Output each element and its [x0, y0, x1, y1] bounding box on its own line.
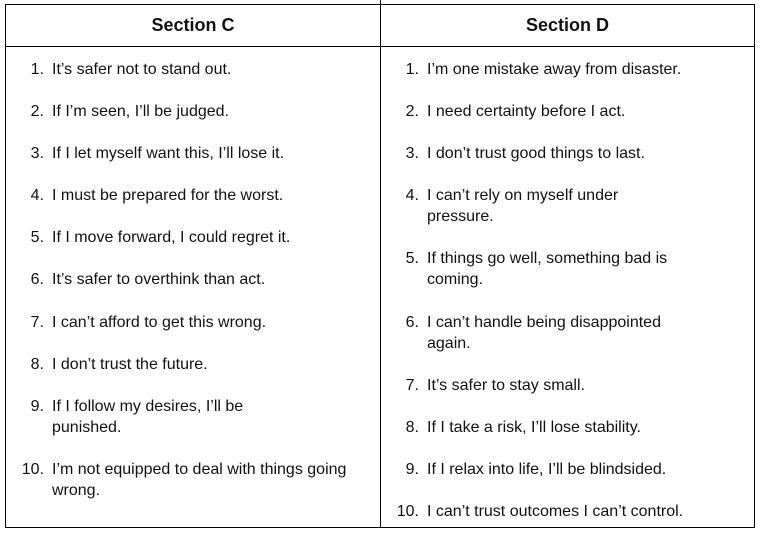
item-text: If things go well, something bad is coming. — [427, 250, 668, 288]
item-number: 10. — [21, 461, 44, 478]
section-c-header: Section C — [151, 15, 235, 35]
list-item — [389, 143, 737, 164]
item-text: It’s safer not to stand out. — [52, 61, 232, 78]
item-number: 6. — [30, 271, 44, 288]
item-number: 8. — [405, 419, 419, 436]
item-number: 5. — [405, 250, 419, 267]
item-text: I don’t trust the future. — [52, 356, 208, 373]
list-item — [389, 417, 737, 438]
list-item — [14, 269, 352, 290]
list-item — [14, 354, 352, 375]
section-d-header: Section D — [525, 15, 609, 35]
list-item — [389, 101, 737, 122]
item-number: 8. — [30, 356, 44, 373]
item-text: I must be prepared for the worst. — [52, 187, 284, 204]
list-item — [389, 248, 717, 290]
item-text: If I move forward, I could regret it. — [52, 229, 291, 246]
list-item — [389, 459, 737, 480]
item-text: I can’t trust outcomes I can’t control. — [427, 503, 684, 520]
item-text: I can’t rely on myself under pressure. — [427, 187, 619, 225]
item-number: 4. — [405, 187, 419, 204]
list-item — [14, 143, 352, 164]
statements-table — [5, 4, 755, 528]
item-text: I can’t afford to get this wrong. — [52, 314, 267, 331]
item-number: 9. — [405, 461, 419, 478]
list-item — [389, 185, 657, 227]
item-text: If I let myself want this, I’ll lose it. — [52, 145, 285, 162]
list-item — [14, 312, 352, 333]
item-number: 7. — [405, 377, 419, 394]
list-item — [389, 312, 707, 354]
list-item — [14, 227, 352, 248]
item-text: If I take a risk, I’ll lose stability. — [427, 419, 641, 436]
item-text: I can’t handle being disappointed again. — [427, 314, 661, 352]
item-number: 1. — [30, 61, 44, 78]
list-item — [14, 459, 347, 501]
list-item — [389, 59, 737, 80]
item-number: 4. — [30, 187, 44, 204]
list-item — [389, 375, 737, 396]
item-text: I’m not equipped to deal with things going wrong. — [52, 461, 347, 499]
item-number: 2. — [405, 103, 419, 120]
item-text: It’s safer to stay small. — [427, 377, 585, 394]
item-number: 3. — [30, 145, 44, 162]
item-text: It’s safer to overthink than act. — [52, 271, 266, 288]
item-number: 10. — [396, 503, 419, 520]
item-number: 5. — [30, 229, 44, 246]
list-item — [14, 185, 352, 206]
item-number: 2. — [30, 103, 44, 120]
item-text: I need certainty before I act. — [427, 103, 626, 120]
item-number: 1. — [405, 61, 419, 78]
item-number: 6. — [405, 314, 419, 331]
list-item — [14, 101, 352, 122]
column-divider — [380, 5, 381, 527]
list-item — [14, 396, 282, 438]
item-text: If I follow my desires, I’ll be punished. — [52, 398, 244, 436]
table-header-row — [6, 5, 754, 47]
item-text: I’m one mistake away from disaster. — [427, 61, 682, 78]
item-text: I don’t trust good things to last. — [427, 145, 645, 162]
item-text: If I relax into life, I’ll be blindsided. — [427, 461, 667, 478]
item-number: 9. — [30, 398, 44, 415]
item-text: If I’m seen, I’ll be judged. — [52, 103, 229, 120]
list-item — [14, 59, 352, 80]
item-number: 3. — [405, 145, 419, 162]
item-number: 7. — [30, 314, 44, 331]
list-item — [389, 501, 747, 522]
